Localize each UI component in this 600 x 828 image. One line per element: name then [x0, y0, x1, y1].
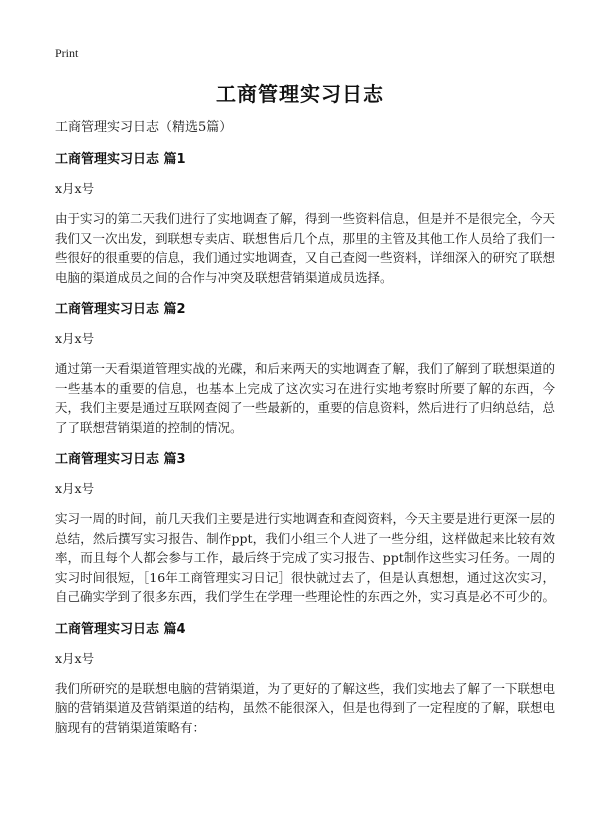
section-date: x月x号 — [55, 181, 95, 196]
section-body: 实习一周的时间，前几天我们主要是进行实地调查和查阅资料，今天主要是进行更深一层的总结，然后撰写实习报告、制作ppt，我们小组三个人进了一些分组，这样做起来比较有效率，而且每个人都会参与工作，最后终于完成了实习报告、ppt制作这些实习任务。一周的实习时间很短，［16年工商管理实习日记］很快就过去了，但是认真想想，通过这次实习，自己确实学到了很多东西，我们学生在学理一些理论性的东西之外，实习真是必不可少的。 — [55, 511, 556, 604]
section-heading: 工商管理实习日志 篇1 — [55, 152, 186, 167]
document-body — [55, 119, 555, 751]
section-date: x月x号 — [55, 650, 95, 666]
section-body: 通过第一天看渠道管理实战的光碟，和后来两天的实地调查了解，我们了解到了联想渠道的一些基本的重要的信息，也基本上完成了这次实习在进行实地考察时所要了解的东西，今天，我们主要是通过互联网查阅了一些最新的，重要的信息资料，然后进行了归纳总结，总了了联想营销渠道的控制的情况。 — [55, 361, 556, 435]
journal-section-1 — [55, 151, 555, 287]
section-date: x月x号 — [55, 331, 95, 346]
section-heading: 工商管理实习日志 篇3 — [55, 452, 186, 467]
journal-section-4 — [55, 621, 555, 738]
journal-section-3 — [55, 451, 555, 607]
section-heading: 工商管理实习日志 篇2 — [55, 302, 186, 317]
section-body: 由于实习的第二天我们进行了实地调查了解，得到一些资料信息，但是并不是很完全，今天我们又一次出发，到联想专卖店、联想售后几个点，那里的主管及其他工作人员给了我们一些很好的很重要的信息，我们通过实地调查，又自己查阅一些资料，详细深入的研究了联想电脑的渠道成员之间的合作与冲突及联想营销渠道成员选择。 — [55, 211, 556, 285]
print-label: Print — [55, 46, 79, 60]
section-date: x月x号 — [55, 481, 95, 496]
section-body: 我们所研究的是联想电脑的营销渠道，为了更好的了解这些，我们实地去了解了一下联想电脑的营销渠道及营销渠道的结构，虽然不能很深入，但是也得到了一定程度的了解，联想电脑现有的营销渠道策略有： — [55, 680, 556, 735]
document-subtitle: 工商管理实习日志（精选5篇） — [55, 120, 233, 135]
section-heading: 工商管理实习日志 篇4 — [55, 621, 186, 637]
journal-section-2 — [55, 301, 555, 437]
document-title: 工商管理实习日志 — [216, 82, 384, 106]
